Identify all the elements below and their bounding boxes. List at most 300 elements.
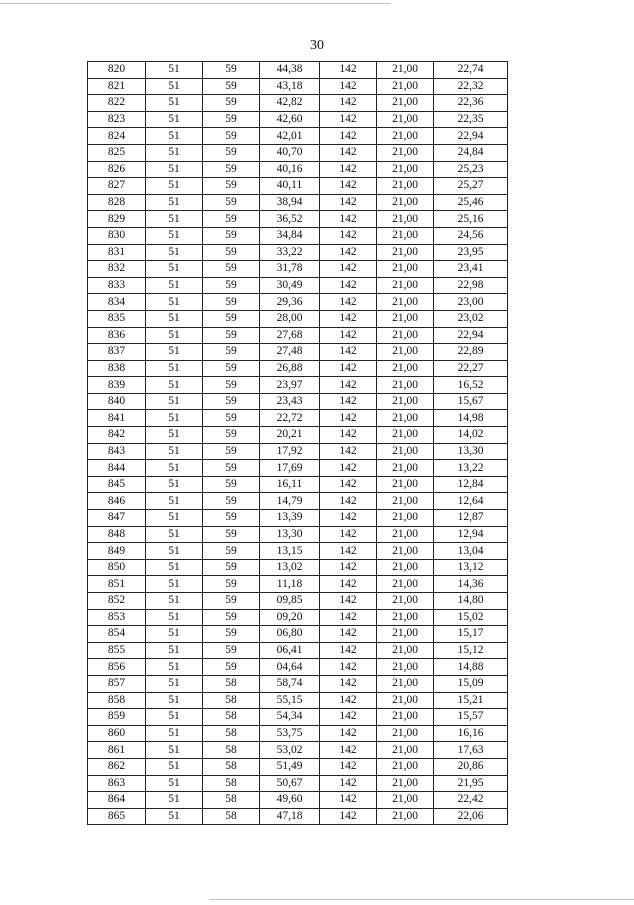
col-5-cell: 142	[320, 128, 377, 145]
col-3-cell: 59	[203, 62, 260, 79]
col-2-cell: 51	[146, 559, 203, 576]
col-3-cell: 58	[203, 675, 260, 692]
col-4-cell: 14,79	[260, 493, 320, 510]
col-7-cell: 15,67	[434, 393, 508, 410]
col-3-cell: 58	[203, 742, 260, 759]
col-6-cell: 21,00	[377, 377, 434, 394]
row-id-cell: 837	[88, 344, 146, 361]
col-6-cell: 21,00	[377, 493, 434, 510]
col-2-cell: 51	[146, 775, 203, 792]
col-2-cell: 51	[146, 792, 203, 809]
coordinate-table	[87, 61, 508, 825]
col-4-cell: 04,64	[260, 659, 320, 676]
col-4-cell: 47,18	[260, 808, 320, 825]
col-3-cell: 58	[203, 808, 260, 825]
table-row	[88, 626, 508, 643]
col-2-cell: 51	[146, 758, 203, 775]
col-7-cell: 13,30	[434, 443, 508, 460]
col-2-cell: 51	[146, 360, 203, 377]
col-3-cell: 59	[203, 559, 260, 576]
col-7-cell: 25,16	[434, 211, 508, 228]
col-6-cell: 21,00	[377, 144, 434, 161]
col-6-cell: 21,00	[377, 709, 434, 726]
col-2-cell: 51	[146, 327, 203, 344]
col-6-cell: 21,00	[377, 742, 434, 759]
table-row	[88, 310, 508, 327]
col-3-cell: 59	[203, 510, 260, 527]
row-id-cell: 857	[88, 675, 146, 692]
table-row	[88, 410, 508, 427]
table-row	[88, 344, 508, 361]
row-id-cell: 821	[88, 78, 146, 95]
col-4-cell: 23,97	[260, 377, 320, 394]
col-4-cell: 06,41	[260, 642, 320, 659]
col-7-cell: 22,35	[434, 111, 508, 128]
col-5-cell: 142	[320, 62, 377, 79]
col-6-cell: 21,00	[377, 128, 434, 145]
col-5-cell: 142	[320, 194, 377, 211]
col-7-cell: 22,27	[434, 360, 508, 377]
row-id-cell: 839	[88, 377, 146, 394]
row-id-cell: 829	[88, 211, 146, 228]
row-id-cell: 830	[88, 227, 146, 244]
col-4-cell: 31,78	[260, 261, 320, 278]
col-3-cell: 59	[203, 178, 260, 195]
row-id-cell: 860	[88, 725, 146, 742]
table-row	[88, 609, 508, 626]
col-6-cell: 21,00	[377, 443, 434, 460]
col-7-cell: 23,41	[434, 261, 508, 278]
col-4-cell: 13,15	[260, 543, 320, 560]
col-4-cell: 09,85	[260, 593, 320, 610]
row-id-cell: 864	[88, 792, 146, 809]
col-3-cell: 59	[203, 460, 260, 477]
col-4-cell: 13,39	[260, 510, 320, 527]
col-6-cell: 21,00	[377, 95, 434, 112]
table-row	[88, 460, 508, 477]
col-4-cell: 22,72	[260, 410, 320, 427]
table-row	[88, 294, 508, 311]
col-2-cell: 51	[146, 609, 203, 626]
row-id-cell: 835	[88, 310, 146, 327]
table-row	[88, 526, 508, 543]
col-7-cell: 13,04	[434, 543, 508, 560]
table-row	[88, 709, 508, 726]
table-row	[88, 642, 508, 659]
row-id-cell: 824	[88, 128, 146, 145]
col-2-cell: 51	[146, 178, 203, 195]
col-2-cell: 51	[146, 227, 203, 244]
col-7-cell: 23,00	[434, 294, 508, 311]
col-7-cell: 14,88	[434, 659, 508, 676]
col-4-cell: 20,21	[260, 427, 320, 444]
col-6-cell: 21,00	[377, 460, 434, 477]
col-7-cell: 15,12	[434, 642, 508, 659]
col-5-cell: 142	[320, 377, 377, 394]
table-row	[88, 443, 508, 460]
col-6-cell: 21,00	[377, 792, 434, 809]
col-3-cell: 59	[203, 360, 260, 377]
table-row	[88, 178, 508, 195]
col-3-cell: 59	[203, 626, 260, 643]
col-2-cell: 51	[146, 62, 203, 79]
row-id-cell: 848	[88, 526, 146, 543]
col-6-cell: 21,00	[377, 294, 434, 311]
col-3-cell: 59	[203, 310, 260, 327]
col-5-cell: 142	[320, 626, 377, 643]
col-3-cell: 58	[203, 775, 260, 792]
col-7-cell: 12,87	[434, 510, 508, 527]
col-7-cell: 22,94	[434, 327, 508, 344]
row-id-cell: 858	[88, 692, 146, 709]
col-5-cell: 142	[320, 344, 377, 361]
col-3-cell: 59	[203, 161, 260, 178]
table-body	[88, 62, 508, 825]
col-4-cell: 54,34	[260, 709, 320, 726]
bottom-edge-rule	[210, 899, 634, 900]
table-row	[88, 675, 508, 692]
col-4-cell: 13,02	[260, 559, 320, 576]
col-6-cell: 21,00	[377, 111, 434, 128]
col-6-cell: 21,00	[377, 758, 434, 775]
col-6-cell: 21,00	[377, 609, 434, 626]
col-2-cell: 51	[146, 576, 203, 593]
col-7-cell: 22,42	[434, 792, 508, 809]
col-2-cell: 51	[146, 510, 203, 527]
col-5-cell: 142	[320, 427, 377, 444]
col-5-cell: 142	[320, 510, 377, 527]
col-5-cell: 142	[320, 742, 377, 759]
col-3-cell: 59	[203, 128, 260, 145]
col-5-cell: 142	[320, 443, 377, 460]
table-row	[88, 476, 508, 493]
col-2-cell: 51	[146, 310, 203, 327]
col-6-cell: 21,00	[377, 543, 434, 560]
col-5-cell: 142	[320, 393, 377, 410]
col-4-cell: 16,11	[260, 476, 320, 493]
col-3-cell: 59	[203, 377, 260, 394]
col-6-cell: 21,00	[377, 261, 434, 278]
col-6-cell: 21,00	[377, 675, 434, 692]
col-4-cell: 42,82	[260, 95, 320, 112]
col-6-cell: 21,00	[377, 310, 434, 327]
row-id-cell: 855	[88, 642, 146, 659]
row-id-cell: 833	[88, 277, 146, 294]
col-2-cell: 51	[146, 277, 203, 294]
row-id-cell: 828	[88, 194, 146, 211]
col-5-cell: 142	[320, 111, 377, 128]
row-id-cell: 849	[88, 543, 146, 560]
col-5-cell: 142	[320, 659, 377, 676]
col-5-cell: 142	[320, 758, 377, 775]
col-7-cell: 25,27	[434, 178, 508, 195]
col-4-cell: 36,52	[260, 211, 320, 228]
col-3-cell: 59	[203, 227, 260, 244]
col-2-cell: 51	[146, 95, 203, 112]
row-id-cell: 859	[88, 709, 146, 726]
row-id-cell: 842	[88, 427, 146, 444]
col-2-cell: 51	[146, 78, 203, 95]
col-5-cell: 142	[320, 410, 377, 427]
col-5-cell: 142	[320, 675, 377, 692]
col-2-cell: 51	[146, 675, 203, 692]
table-row	[88, 377, 508, 394]
col-6-cell: 21,00	[377, 642, 434, 659]
col-6-cell: 21,00	[377, 161, 434, 178]
col-5-cell: 142	[320, 161, 377, 178]
row-id-cell: 851	[88, 576, 146, 593]
col-6-cell: 21,00	[377, 244, 434, 261]
row-id-cell: 844	[88, 460, 146, 477]
col-3-cell: 59	[203, 443, 260, 460]
col-7-cell: 12,84	[434, 476, 508, 493]
table-row	[88, 393, 508, 410]
table-row	[88, 261, 508, 278]
row-id-cell: 845	[88, 476, 146, 493]
table-row	[88, 543, 508, 560]
table-row	[88, 559, 508, 576]
col-7-cell: 20,86	[434, 758, 508, 775]
col-2-cell: 51	[146, 808, 203, 825]
col-3-cell: 58	[203, 709, 260, 726]
col-5-cell: 142	[320, 360, 377, 377]
col-2-cell: 51	[146, 493, 203, 510]
col-2-cell: 51	[146, 626, 203, 643]
col-4-cell: 55,15	[260, 692, 320, 709]
col-5-cell: 142	[320, 476, 377, 493]
col-3-cell: 59	[203, 410, 260, 427]
col-4-cell: 33,22	[260, 244, 320, 261]
col-5-cell: 142	[320, 775, 377, 792]
col-3-cell: 59	[203, 261, 260, 278]
col-7-cell: 15,17	[434, 626, 508, 643]
col-2-cell: 51	[146, 377, 203, 394]
col-2-cell: 51	[146, 261, 203, 278]
col-5-cell: 142	[320, 792, 377, 809]
row-id-cell: 831	[88, 244, 146, 261]
col-6-cell: 21,00	[377, 593, 434, 610]
col-3-cell: 59	[203, 78, 260, 95]
col-6-cell: 21,00	[377, 211, 434, 228]
col-5-cell: 142	[320, 725, 377, 742]
col-5-cell: 142	[320, 593, 377, 610]
col-3-cell: 59	[203, 393, 260, 410]
row-id-cell: 840	[88, 393, 146, 410]
col-3-cell: 59	[203, 194, 260, 211]
row-id-cell: 853	[88, 609, 146, 626]
row-id-cell: 843	[88, 443, 146, 460]
col-6-cell: 21,00	[377, 725, 434, 742]
col-3-cell: 58	[203, 692, 260, 709]
col-6-cell: 21,00	[377, 626, 434, 643]
table-row	[88, 62, 508, 79]
table-row	[88, 95, 508, 112]
col-7-cell: 22,89	[434, 344, 508, 361]
col-4-cell: 11,18	[260, 576, 320, 593]
col-4-cell: 17,69	[260, 460, 320, 477]
col-3-cell: 59	[203, 144, 260, 161]
table-row	[88, 78, 508, 95]
col-7-cell: 16,16	[434, 725, 508, 742]
col-5-cell: 142	[320, 78, 377, 95]
table-row	[88, 725, 508, 742]
row-id-cell: 865	[88, 808, 146, 825]
col-5-cell: 142	[320, 808, 377, 825]
row-id-cell: 847	[88, 510, 146, 527]
col-2-cell: 51	[146, 294, 203, 311]
row-id-cell: 863	[88, 775, 146, 792]
col-2-cell: 51	[146, 709, 203, 726]
col-7-cell: 22,06	[434, 808, 508, 825]
col-3-cell: 59	[203, 576, 260, 593]
top-edge-rule	[0, 3, 390, 4]
row-id-cell: 825	[88, 144, 146, 161]
col-6-cell: 21,00	[377, 410, 434, 427]
col-6-cell: 21,00	[377, 62, 434, 79]
table-row	[88, 593, 508, 610]
col-5-cell: 142	[320, 244, 377, 261]
col-3-cell: 59	[203, 427, 260, 444]
col-4-cell: 40,11	[260, 178, 320, 195]
row-id-cell: 834	[88, 294, 146, 311]
col-2-cell: 51	[146, 460, 203, 477]
col-5-cell: 142	[320, 95, 377, 112]
col-4-cell: 30,49	[260, 277, 320, 294]
col-7-cell: 17,63	[434, 742, 508, 759]
col-3-cell: 58	[203, 758, 260, 775]
col-4-cell: 34,84	[260, 227, 320, 244]
col-6-cell: 21,00	[377, 476, 434, 493]
col-2-cell: 51	[146, 593, 203, 610]
col-2-cell: 51	[146, 410, 203, 427]
table-row	[88, 692, 508, 709]
col-6-cell: 21,00	[377, 526, 434, 543]
col-2-cell: 51	[146, 443, 203, 460]
col-5-cell: 142	[320, 261, 377, 278]
col-6-cell: 21,00	[377, 692, 434, 709]
row-id-cell: 836	[88, 327, 146, 344]
col-6-cell: 21,00	[377, 194, 434, 211]
col-4-cell: 28,00	[260, 310, 320, 327]
col-5-cell: 142	[320, 642, 377, 659]
page-number: 30	[310, 38, 324, 53]
col-6-cell: 21,00	[377, 393, 434, 410]
row-id-cell: 820	[88, 62, 146, 79]
col-6-cell: 21,00	[377, 576, 434, 593]
col-4-cell: 40,16	[260, 161, 320, 178]
col-4-cell: 27,68	[260, 327, 320, 344]
table-row	[88, 277, 508, 294]
col-4-cell: 40,70	[260, 144, 320, 161]
row-id-cell: 850	[88, 559, 146, 576]
col-2-cell: 51	[146, 526, 203, 543]
col-4-cell: 27,48	[260, 344, 320, 361]
table-row	[88, 144, 508, 161]
col-7-cell: 23,95	[434, 244, 508, 261]
row-id-cell: 861	[88, 742, 146, 759]
col-2-cell: 51	[146, 725, 203, 742]
col-2-cell: 51	[146, 161, 203, 178]
row-id-cell: 826	[88, 161, 146, 178]
col-3-cell: 59	[203, 493, 260, 510]
col-2-cell: 51	[146, 211, 203, 228]
col-7-cell: 21,95	[434, 775, 508, 792]
table-row	[88, 227, 508, 244]
col-5-cell: 142	[320, 144, 377, 161]
col-2-cell: 51	[146, 111, 203, 128]
col-2-cell: 51	[146, 128, 203, 145]
col-7-cell: 15,09	[434, 675, 508, 692]
row-id-cell: 838	[88, 360, 146, 377]
col-5-cell: 142	[320, 178, 377, 195]
col-3-cell: 59	[203, 642, 260, 659]
col-7-cell: 22,36	[434, 95, 508, 112]
col-4-cell: 26,88	[260, 360, 320, 377]
col-4-cell: 17,92	[260, 443, 320, 460]
col-7-cell: 22,32	[434, 78, 508, 95]
col-6-cell: 21,00	[377, 78, 434, 95]
col-3-cell: 59	[203, 609, 260, 626]
col-4-cell: 50,67	[260, 775, 320, 792]
table-row	[88, 194, 508, 211]
table-row	[88, 493, 508, 510]
col-4-cell: 06,80	[260, 626, 320, 643]
col-3-cell: 59	[203, 344, 260, 361]
row-id-cell: 846	[88, 493, 146, 510]
col-4-cell: 43,18	[260, 78, 320, 95]
col-5-cell: 142	[320, 310, 377, 327]
col-6-cell: 21,00	[377, 808, 434, 825]
col-7-cell: 22,98	[434, 277, 508, 294]
col-7-cell: 25,23	[434, 161, 508, 178]
row-id-cell: 856	[88, 659, 146, 676]
col-4-cell: 09,20	[260, 609, 320, 626]
col-3-cell: 58	[203, 792, 260, 809]
row-id-cell: 862	[88, 758, 146, 775]
col-6-cell: 21,00	[377, 360, 434, 377]
col-2-cell: 51	[146, 692, 203, 709]
col-7-cell: 13,12	[434, 559, 508, 576]
col-2-cell: 51	[146, 244, 203, 261]
col-7-cell: 14,80	[434, 593, 508, 610]
col-5-cell: 142	[320, 493, 377, 510]
table-row	[88, 327, 508, 344]
table-row	[88, 427, 508, 444]
col-7-cell: 15,21	[434, 692, 508, 709]
col-4-cell: 58,74	[260, 675, 320, 692]
col-4-cell: 13,30	[260, 526, 320, 543]
col-3-cell: 59	[203, 244, 260, 261]
col-7-cell: 22,74	[434, 62, 508, 79]
col-5-cell: 142	[320, 460, 377, 477]
col-5-cell: 142	[320, 211, 377, 228]
col-7-cell: 15,02	[434, 609, 508, 626]
table-row	[88, 808, 508, 825]
table-row	[88, 576, 508, 593]
col-3-cell: 59	[203, 111, 260, 128]
row-id-cell: 822	[88, 95, 146, 112]
col-7-cell: 14,02	[434, 427, 508, 444]
col-7-cell: 14,98	[434, 410, 508, 427]
col-5-cell: 142	[320, 709, 377, 726]
col-5-cell: 142	[320, 327, 377, 344]
col-6-cell: 21,00	[377, 344, 434, 361]
col-3-cell: 59	[203, 277, 260, 294]
col-2-cell: 51	[146, 543, 203, 560]
table-row	[88, 111, 508, 128]
col-4-cell: 38,94	[260, 194, 320, 211]
col-6-cell: 21,00	[377, 277, 434, 294]
